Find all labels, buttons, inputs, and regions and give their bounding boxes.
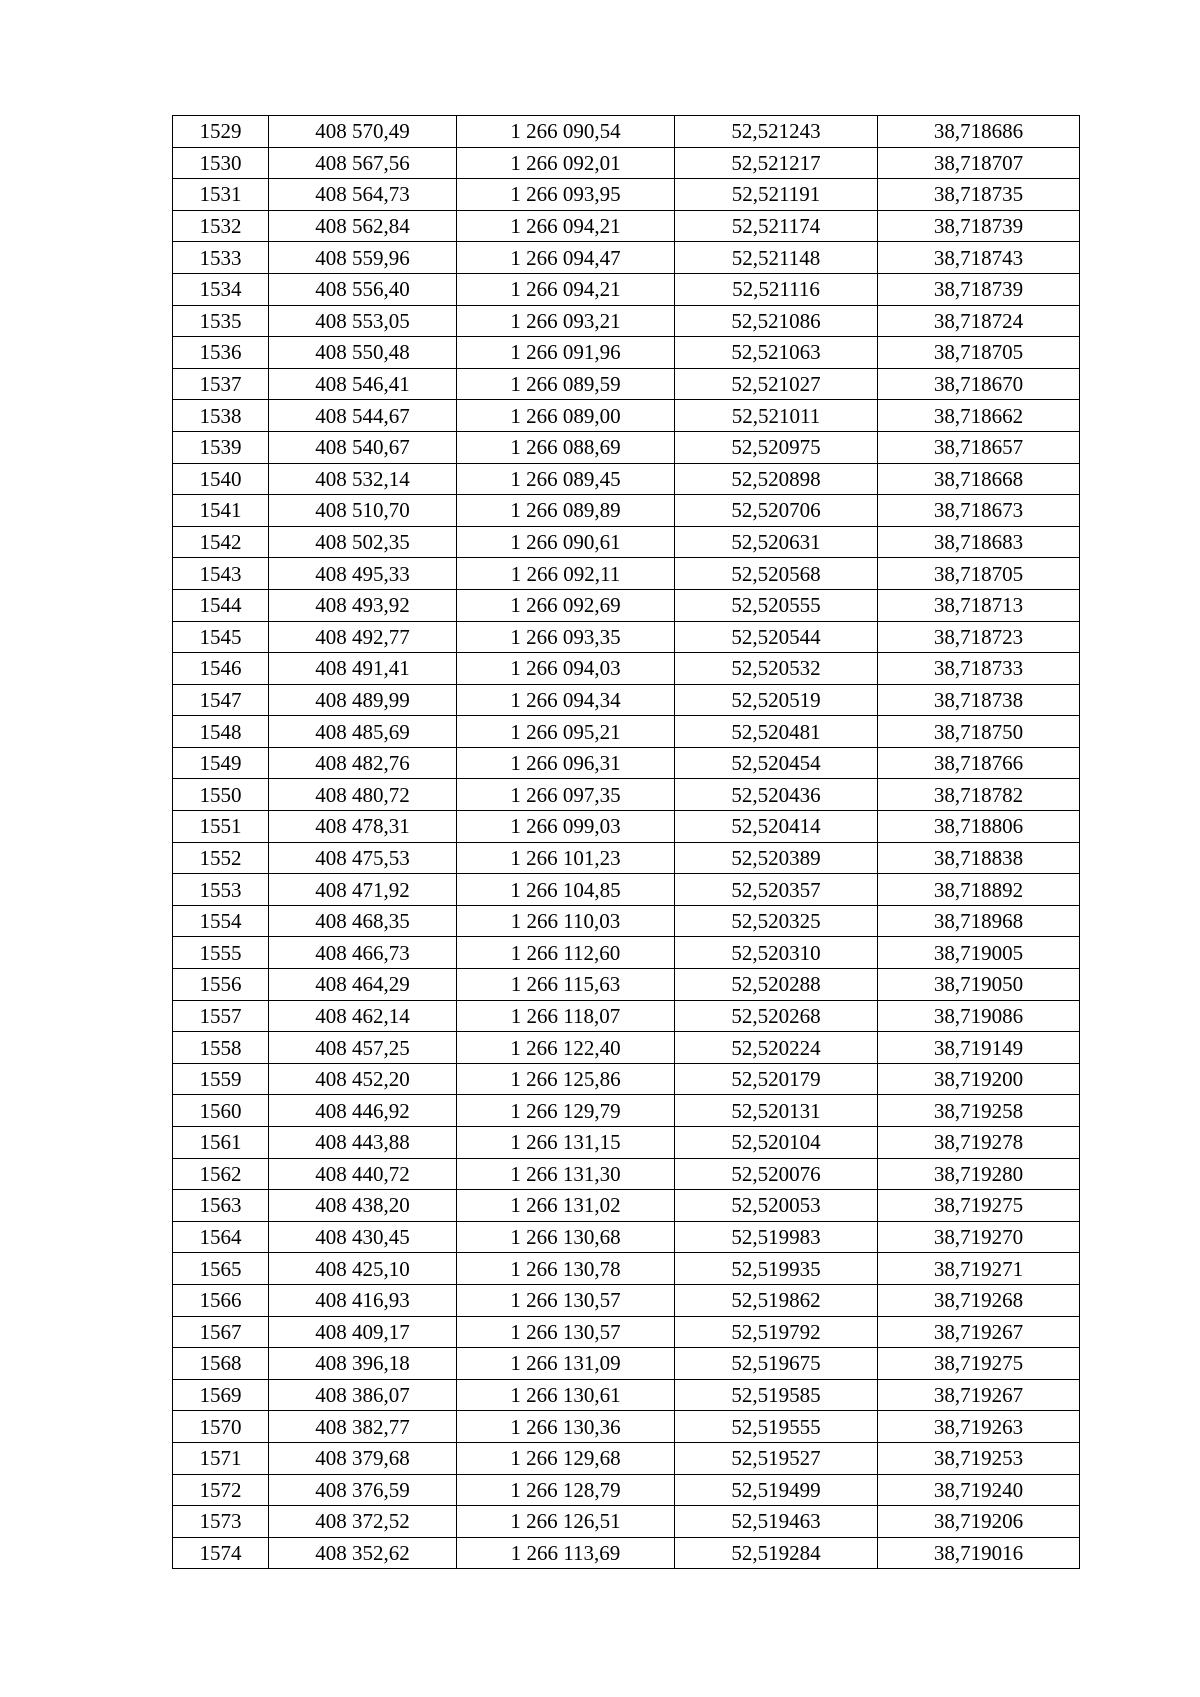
table-row [173, 969, 1080, 1001]
y-coordinate-cell: 1 266 122,40 [457, 1032, 675, 1064]
point-number-cell: 1549 [173, 747, 269, 779]
coordinates-table-body [173, 116, 1080, 1569]
longitude-cell: 38,719149 [878, 1032, 1080, 1064]
table-row [173, 1316, 1080, 1348]
latitude-cell: 52,520975 [675, 431, 878, 463]
x-coordinate-cell: 408 485,69 [269, 716, 457, 748]
x-coordinate-cell: 408 489,99 [269, 684, 457, 716]
table-row [173, 1474, 1080, 1506]
y-coordinate-cell: 1 266 101,23 [457, 842, 675, 874]
y-coordinate-cell: 1 266 113,69 [457, 1537, 675, 1569]
y-coordinate-cell: 1 266 091,96 [457, 337, 675, 369]
x-coordinate-cell: 408 559,96 [269, 242, 457, 274]
table-row [173, 1221, 1080, 1253]
latitude-cell: 52,519284 [675, 1537, 878, 1569]
x-coordinate-cell: 408 546,41 [269, 368, 457, 400]
latitude-cell: 52,520568 [675, 558, 878, 590]
latitude-cell: 52,520224 [675, 1032, 878, 1064]
table-row [173, 179, 1080, 211]
point-number-cell: 1530 [173, 147, 269, 179]
latitude-cell: 52,520706 [675, 495, 878, 527]
longitude-cell: 38,718838 [878, 842, 1080, 874]
x-coordinate-cell: 408 480,72 [269, 779, 457, 811]
point-number-cell: 1562 [173, 1158, 269, 1190]
longitude-cell: 38,719268 [878, 1284, 1080, 1316]
y-coordinate-cell: 1 266 094,03 [457, 653, 675, 685]
x-coordinate-cell: 408 446,92 [269, 1095, 457, 1127]
latitude-cell: 52,520268 [675, 1000, 878, 1032]
y-coordinate-cell: 1 266 129,79 [457, 1095, 675, 1127]
latitude-cell: 52,520532 [675, 653, 878, 685]
point-number-cell: 1563 [173, 1190, 269, 1222]
point-number-cell: 1531 [173, 179, 269, 211]
longitude-cell: 38,718705 [878, 337, 1080, 369]
y-coordinate-cell: 1 266 104,85 [457, 874, 675, 906]
x-coordinate-cell: 408 562,84 [269, 210, 457, 242]
table-row [173, 558, 1080, 590]
y-coordinate-cell: 1 266 089,89 [457, 495, 675, 527]
longitude-cell: 38,718782 [878, 779, 1080, 811]
x-coordinate-cell: 408 556,40 [269, 273, 457, 305]
longitude-cell: 38,719275 [878, 1190, 1080, 1222]
table-row [173, 684, 1080, 716]
latitude-cell: 52,520288 [675, 969, 878, 1001]
table-row [173, 716, 1080, 748]
point-number-cell: 1548 [173, 716, 269, 748]
table-row [173, 273, 1080, 305]
longitude-cell: 38,719271 [878, 1253, 1080, 1285]
longitude-cell: 38,719258 [878, 1095, 1080, 1127]
point-number-cell: 1542 [173, 526, 269, 558]
latitude-cell: 52,521063 [675, 337, 878, 369]
point-number-cell: 1564 [173, 1221, 269, 1253]
point-number-cell: 1544 [173, 589, 269, 621]
latitude-cell: 52,519862 [675, 1284, 878, 1316]
x-coordinate-cell: 408 544,67 [269, 400, 457, 432]
point-number-cell: 1532 [173, 210, 269, 242]
latitude-cell: 52,520519 [675, 684, 878, 716]
y-coordinate-cell: 1 266 094,21 [457, 210, 675, 242]
x-coordinate-cell: 408 382,77 [269, 1411, 457, 1443]
table-row [173, 1032, 1080, 1064]
y-coordinate-cell: 1 266 115,63 [457, 969, 675, 1001]
table-row [173, 147, 1080, 179]
x-coordinate-cell: 408 475,53 [269, 842, 457, 874]
latitude-cell: 52,521086 [675, 305, 878, 337]
table-row [173, 905, 1080, 937]
latitude-cell: 52,521174 [675, 210, 878, 242]
table-row [173, 495, 1080, 527]
longitude-cell: 38,718713 [878, 589, 1080, 621]
longitude-cell: 38,719005 [878, 937, 1080, 969]
point-number-cell: 1546 [173, 653, 269, 685]
y-coordinate-cell: 1 266 090,54 [457, 116, 675, 148]
longitude-cell: 38,719206 [878, 1506, 1080, 1538]
latitude-cell: 52,520104 [675, 1127, 878, 1159]
y-coordinate-cell: 1 266 092,01 [457, 147, 675, 179]
latitude-cell: 52,520053 [675, 1190, 878, 1222]
x-coordinate-cell: 408 492,77 [269, 621, 457, 653]
point-number-cell: 1545 [173, 621, 269, 653]
table-row [173, 1411, 1080, 1443]
longitude-cell: 38,719275 [878, 1348, 1080, 1380]
x-coordinate-cell: 408 396,18 [269, 1348, 457, 1380]
x-coordinate-cell: 408 482,76 [269, 747, 457, 779]
x-coordinate-cell: 408 550,48 [269, 337, 457, 369]
table-row [173, 811, 1080, 843]
longitude-cell: 38,719016 [878, 1537, 1080, 1569]
table-row [173, 400, 1080, 432]
longitude-cell: 38,719086 [878, 1000, 1080, 1032]
y-coordinate-cell: 1 266 131,02 [457, 1190, 675, 1222]
table-row [173, 431, 1080, 463]
latitude-cell: 52,519463 [675, 1506, 878, 1538]
latitude-cell: 52,519555 [675, 1411, 878, 1443]
table-row [173, 1158, 1080, 1190]
y-coordinate-cell: 1 266 112,60 [457, 937, 675, 969]
point-number-cell: 1558 [173, 1032, 269, 1064]
latitude-cell: 52,520631 [675, 526, 878, 558]
y-coordinate-cell: 1 266 097,35 [457, 779, 675, 811]
table-row [173, 779, 1080, 811]
latitude-cell: 52,521116 [675, 273, 878, 305]
y-coordinate-cell: 1 266 088,69 [457, 431, 675, 463]
point-number-cell: 1533 [173, 242, 269, 274]
x-coordinate-cell: 408 416,93 [269, 1284, 457, 1316]
x-coordinate-cell: 408 372,52 [269, 1506, 457, 1538]
x-coordinate-cell: 408 510,70 [269, 495, 457, 527]
table-row [173, 210, 1080, 242]
y-coordinate-cell: 1 266 089,45 [457, 463, 675, 495]
latitude-cell: 52,520898 [675, 463, 878, 495]
y-coordinate-cell: 1 266 129,68 [457, 1442, 675, 1474]
longitude-cell: 38,718750 [878, 716, 1080, 748]
latitude-cell: 52,520544 [675, 621, 878, 653]
point-number-cell: 1571 [173, 1442, 269, 1474]
latitude-cell: 52,519935 [675, 1253, 878, 1285]
table-row [173, 589, 1080, 621]
point-number-cell: 1541 [173, 495, 269, 527]
latitude-cell: 52,520555 [675, 589, 878, 621]
y-coordinate-cell: 1 266 089,59 [457, 368, 675, 400]
table-row [173, 1379, 1080, 1411]
point-number-cell: 1566 [173, 1284, 269, 1316]
x-coordinate-cell: 408 352,62 [269, 1537, 457, 1569]
latitude-cell: 52,519585 [675, 1379, 878, 1411]
longitude-cell: 38,718668 [878, 463, 1080, 495]
y-coordinate-cell: 1 266 130,68 [457, 1221, 675, 1253]
longitude-cell: 38,718670 [878, 368, 1080, 400]
point-number-cell: 1551 [173, 811, 269, 843]
x-coordinate-cell: 408 376,59 [269, 1474, 457, 1506]
latitude-cell: 52,520454 [675, 747, 878, 779]
latitude-cell: 52,520179 [675, 1063, 878, 1095]
y-coordinate-cell: 1 266 093,95 [457, 179, 675, 211]
y-coordinate-cell: 1 266 131,30 [457, 1158, 675, 1190]
point-number-cell: 1561 [173, 1127, 269, 1159]
point-number-cell: 1572 [173, 1474, 269, 1506]
table-row [173, 747, 1080, 779]
latitude-cell: 52,520357 [675, 874, 878, 906]
y-coordinate-cell: 1 266 099,03 [457, 811, 675, 843]
y-coordinate-cell: 1 266 092,11 [457, 558, 675, 590]
x-coordinate-cell: 408 567,56 [269, 147, 457, 179]
point-number-cell: 1554 [173, 905, 269, 937]
point-number-cell: 1552 [173, 842, 269, 874]
y-coordinate-cell: 1 266 118,07 [457, 1000, 675, 1032]
y-coordinate-cell: 1 266 131,15 [457, 1127, 675, 1159]
x-coordinate-cell: 408 464,29 [269, 969, 457, 1001]
table-row [173, 874, 1080, 906]
longitude-cell: 38,719263 [878, 1411, 1080, 1443]
y-coordinate-cell: 1 266 110,03 [457, 905, 675, 937]
table-row [173, 1253, 1080, 1285]
latitude-cell: 52,521191 [675, 179, 878, 211]
x-coordinate-cell: 408 493,92 [269, 589, 457, 621]
latitude-cell: 52,520325 [675, 905, 878, 937]
latitude-cell: 52,521011 [675, 400, 878, 432]
latitude-cell: 52,520310 [675, 937, 878, 969]
x-coordinate-cell: 408 440,72 [269, 1158, 457, 1190]
point-number-cell: 1555 [173, 937, 269, 969]
point-number-cell: 1560 [173, 1095, 269, 1127]
x-coordinate-cell: 408 553,05 [269, 305, 457, 337]
x-coordinate-cell: 408 570,49 [269, 116, 457, 148]
point-number-cell: 1540 [173, 463, 269, 495]
table-row [173, 621, 1080, 653]
longitude-cell: 38,718968 [878, 905, 1080, 937]
longitude-cell: 38,718673 [878, 495, 1080, 527]
longitude-cell: 38,718766 [878, 747, 1080, 779]
table-row [173, 1000, 1080, 1032]
table-row [173, 116, 1080, 148]
latitude-cell: 52,519675 [675, 1348, 878, 1380]
longitude-cell: 38,718735 [878, 179, 1080, 211]
latitude-cell: 52,520389 [675, 842, 878, 874]
x-coordinate-cell: 408 471,92 [269, 874, 457, 906]
latitude-cell: 52,519499 [675, 1474, 878, 1506]
point-number-cell: 1536 [173, 337, 269, 369]
table-row [173, 305, 1080, 337]
point-number-cell: 1556 [173, 969, 269, 1001]
point-number-cell: 1534 [173, 273, 269, 305]
longitude-cell: 38,719280 [878, 1158, 1080, 1190]
x-coordinate-cell: 408 443,88 [269, 1127, 457, 1159]
longitude-cell: 38,719240 [878, 1474, 1080, 1506]
longitude-cell: 38,719253 [878, 1442, 1080, 1474]
x-coordinate-cell: 408 495,33 [269, 558, 457, 590]
longitude-cell: 38,718743 [878, 242, 1080, 274]
longitude-cell: 38,719267 [878, 1316, 1080, 1348]
latitude-cell: 52,520076 [675, 1158, 878, 1190]
latitude-cell: 52,521148 [675, 242, 878, 274]
point-number-cell: 1557 [173, 1000, 269, 1032]
point-number-cell: 1539 [173, 431, 269, 463]
latitude-cell: 52,521243 [675, 116, 878, 148]
y-coordinate-cell: 1 266 092,69 [457, 589, 675, 621]
point-number-cell: 1574 [173, 1537, 269, 1569]
coordinates-table [172, 115, 1080, 1569]
y-coordinate-cell: 1 266 130,78 [457, 1253, 675, 1285]
table-row [173, 1537, 1080, 1569]
y-coordinate-cell: 1 266 125,86 [457, 1063, 675, 1095]
x-coordinate-cell: 408 502,35 [269, 526, 457, 558]
point-number-cell: 1553 [173, 874, 269, 906]
x-coordinate-cell: 408 379,68 [269, 1442, 457, 1474]
y-coordinate-cell: 1 266 130,57 [457, 1316, 675, 1348]
longitude-cell: 38,718738 [878, 684, 1080, 716]
longitude-cell: 38,718657 [878, 431, 1080, 463]
point-number-cell: 1569 [173, 1379, 269, 1411]
longitude-cell: 38,719050 [878, 969, 1080, 1001]
latitude-cell: 52,519983 [675, 1221, 878, 1253]
table-row [173, 1348, 1080, 1380]
y-coordinate-cell: 1 266 130,61 [457, 1379, 675, 1411]
latitude-cell: 52,521027 [675, 368, 878, 400]
y-coordinate-cell: 1 266 130,36 [457, 1411, 675, 1443]
longitude-cell: 38,718707 [878, 147, 1080, 179]
x-coordinate-cell: 408 491,41 [269, 653, 457, 685]
point-number-cell: 1537 [173, 368, 269, 400]
latitude-cell: 52,520414 [675, 811, 878, 843]
point-number-cell: 1559 [173, 1063, 269, 1095]
y-coordinate-cell: 1 266 093,21 [457, 305, 675, 337]
point-number-cell: 1568 [173, 1348, 269, 1380]
table-row [173, 463, 1080, 495]
table-row [173, 1190, 1080, 1222]
latitude-cell: 52,519527 [675, 1442, 878, 1474]
table-row [173, 1063, 1080, 1095]
x-coordinate-cell: 408 457,25 [269, 1032, 457, 1064]
table-row [173, 653, 1080, 685]
x-coordinate-cell: 408 452,20 [269, 1063, 457, 1095]
point-number-cell: 1535 [173, 305, 269, 337]
x-coordinate-cell: 408 430,45 [269, 1221, 457, 1253]
longitude-cell: 38,718662 [878, 400, 1080, 432]
table-row [173, 242, 1080, 274]
point-number-cell: 1547 [173, 684, 269, 716]
y-coordinate-cell: 1 266 094,21 [457, 273, 675, 305]
table-row [173, 1284, 1080, 1316]
latitude-cell: 52,519792 [675, 1316, 878, 1348]
longitude-cell: 38,718724 [878, 305, 1080, 337]
table-row [173, 1095, 1080, 1127]
point-number-cell: 1543 [173, 558, 269, 590]
x-coordinate-cell: 408 462,14 [269, 1000, 457, 1032]
y-coordinate-cell: 1 266 131,09 [457, 1348, 675, 1380]
table-row [173, 1127, 1080, 1159]
y-coordinate-cell: 1 266 126,51 [457, 1506, 675, 1538]
table-row [173, 337, 1080, 369]
y-coordinate-cell: 1 266 130,57 [457, 1284, 675, 1316]
y-coordinate-cell: 1 266 094,34 [457, 684, 675, 716]
table-row [173, 842, 1080, 874]
longitude-cell: 38,718683 [878, 526, 1080, 558]
table-row [173, 368, 1080, 400]
point-number-cell: 1550 [173, 779, 269, 811]
y-coordinate-cell: 1 266 094,47 [457, 242, 675, 274]
x-coordinate-cell: 408 438,20 [269, 1190, 457, 1222]
x-coordinate-cell: 408 425,10 [269, 1253, 457, 1285]
x-coordinate-cell: 408 532,14 [269, 463, 457, 495]
latitude-cell: 52,520131 [675, 1095, 878, 1127]
x-coordinate-cell: 408 540,67 [269, 431, 457, 463]
latitude-cell: 52,520436 [675, 779, 878, 811]
y-coordinate-cell: 1 266 096,31 [457, 747, 675, 779]
table-row [173, 1442, 1080, 1474]
point-number-cell: 1529 [173, 116, 269, 148]
y-coordinate-cell: 1 266 093,35 [457, 621, 675, 653]
latitude-cell: 52,521217 [675, 147, 878, 179]
y-coordinate-cell: 1 266 095,21 [457, 716, 675, 748]
table-row [173, 526, 1080, 558]
x-coordinate-cell: 408 466,73 [269, 937, 457, 969]
y-coordinate-cell: 1 266 128,79 [457, 1474, 675, 1506]
point-number-cell: 1570 [173, 1411, 269, 1443]
point-number-cell: 1565 [173, 1253, 269, 1285]
longitude-cell: 38,718739 [878, 210, 1080, 242]
point-number-cell: 1567 [173, 1316, 269, 1348]
longitude-cell: 38,718739 [878, 273, 1080, 305]
x-coordinate-cell: 408 478,31 [269, 811, 457, 843]
x-coordinate-cell: 408 468,35 [269, 905, 457, 937]
longitude-cell: 38,719270 [878, 1221, 1080, 1253]
y-coordinate-cell: 1 266 089,00 [457, 400, 675, 432]
longitude-cell: 38,718892 [878, 874, 1080, 906]
y-coordinate-cell: 1 266 090,61 [457, 526, 675, 558]
longitude-cell: 38,718733 [878, 653, 1080, 685]
point-number-cell: 1538 [173, 400, 269, 432]
longitude-cell: 38,718723 [878, 621, 1080, 653]
longitude-cell: 38,719200 [878, 1063, 1080, 1095]
latitude-cell: 52,520481 [675, 716, 878, 748]
longitude-cell: 38,719267 [878, 1379, 1080, 1411]
table-row [173, 1506, 1080, 1538]
longitude-cell: 38,718806 [878, 811, 1080, 843]
x-coordinate-cell: 408 409,17 [269, 1316, 457, 1348]
point-number-cell: 1573 [173, 1506, 269, 1538]
table-row [173, 937, 1080, 969]
x-coordinate-cell: 408 564,73 [269, 179, 457, 211]
longitude-cell: 38,718686 [878, 116, 1080, 148]
longitude-cell: 38,718705 [878, 558, 1080, 590]
x-coordinate-cell: 408 386,07 [269, 1379, 457, 1411]
longitude-cell: 38,719278 [878, 1127, 1080, 1159]
